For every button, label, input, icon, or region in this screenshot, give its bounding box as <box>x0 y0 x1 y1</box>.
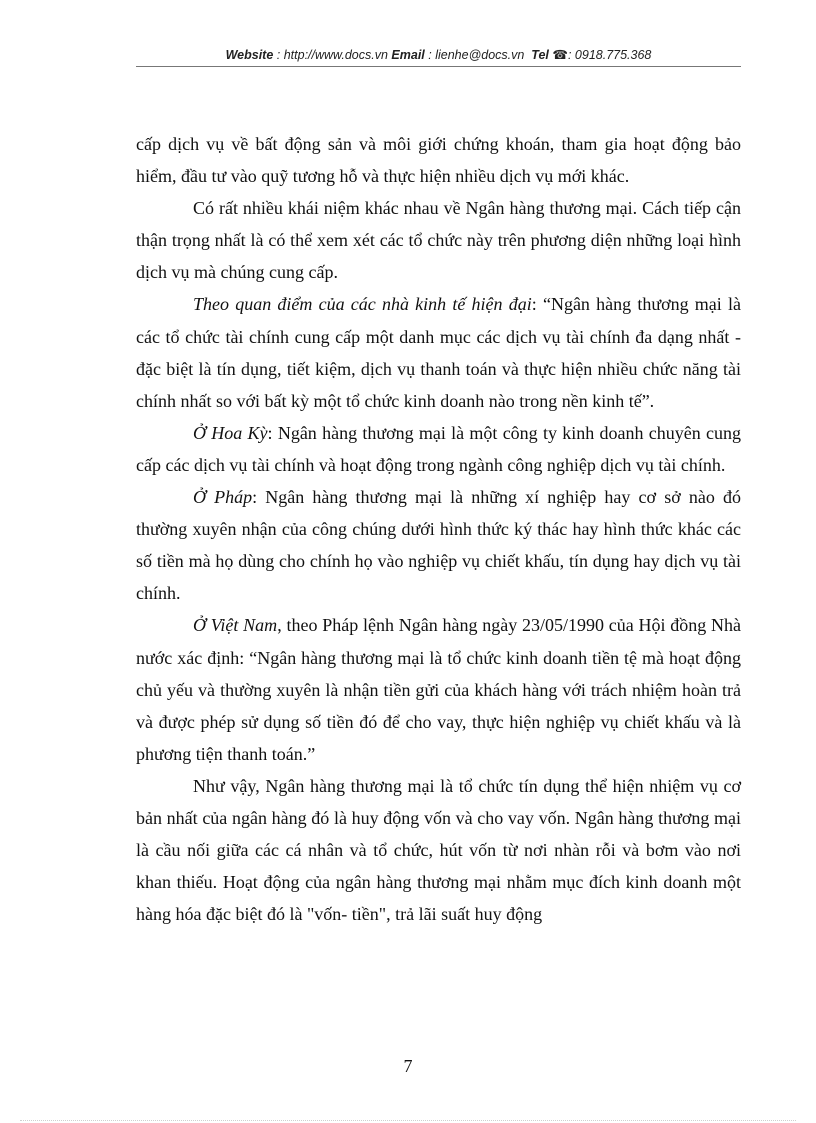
phone-icon: ☎ <box>552 48 568 62</box>
paragraph-4-text: : Ngân hàng thương mại là một công ty kinh doanh chuyên cung cấp các dịch vụ tài chính và hoạt động trong ngành công nghiệp dịch vụ tài chính. <box>136 422 742 475</box>
document-body <box>136 128 741 930</box>
paragraph-3 <box>136 288 741 416</box>
paragraph-5 <box>136 481 741 609</box>
phone-number: : 0918.775.368 <box>567 48 652 62</box>
paragraph-4 <box>136 417 741 481</box>
email-separator: : <box>424 48 436 62</box>
paragraph-3-lead: Theo quan điểm của các nhà kinh tế hiện đại <box>193 294 532 315</box>
email-address[interactable]: lienhe@docs.vn <box>435 48 525 62</box>
paragraph-4-lead: Ở Hoa Kỳ <box>193 422 268 443</box>
footer-divider <box>20 1120 796 1121</box>
paragraph-3-text: : “Ngân hàng thương mại là các tổ chức tài chính cung cấp một danh mục các dịch vụ tài chính đa dạng nhất - đặc biệt là tín dụng, tiết kiệm, dịch vụ thanh toán và thực hiện nhiều chức năng tài chính nhất so với bất kỳ một tổ chức kinh doanh nào trong nền kinh tế”. <box>136 294 741 411</box>
page-number: 7 <box>403 1056 413 1076</box>
email-label: Email <box>391 48 425 62</box>
paragraph-7: Như vậy, Ngân hàng thương mại là tổ chức tín dụng thể hiện nhiệm vụ cơ bản nhất của ngân hàng đó là huy động vốn và cho vay vốn. Ngân hàng thương mại là cầu nối giữa các cá nhân và tổ chức, hút vốn từ nơi nhàn rỗi và bơm vào nơi khan thiếu. Hoạt động của ngân hàng thương mại nhằm mục đích kinh doanh một hàng hóa đặc biệt đó là "vốn- tiền", trả lãi suất huy động <box>136 775 741 925</box>
tel-label: Tel <box>531 48 549 62</box>
paragraph-5-text: : Ngân hàng thương mại là những xí nghiệp hay cơ sở nào đó thường xuyên nhận của công chúng dưới hình thức ký thác hay hình thức khác các số tiền mà họ dùng cho chính họ vào nghiệp vụ chiết khấu, tín dụng hay dịch vụ tài chính. <box>136 487 741 604</box>
website-separator: : <box>273 48 284 62</box>
page-header <box>136 47 741 62</box>
paragraph-1: cấp dịch vụ về bất động sản và môi giới chứng khoán, tham gia hoạt động bảo hiểm, đầu tư vào quỹ tương hỗ và thực hiện nhiều dịch vụ mới khác. <box>136 134 741 187</box>
paragraph-5-lead: Ở Pháp <box>193 487 253 508</box>
header-divider <box>136 66 741 67</box>
paragraph-6-text: , theo Pháp lệnh Ngân hàng ngày 23/05/1990 của Hội đồng Nhà nước xác định: “Ngân hàng thương mại là tổ chức kinh doanh tiền tệ mà hoạt động chủ yếu và thường xuyên là nhận tiền gửi của khách hàng với trách nhiệm hoàn trả và được phép sử dụng số tiền đó để cho vay, thực hiện nghiệp vụ chiết khấu và là phương tiện thanh toán.” <box>136 615 741 764</box>
paragraph-6-lead: Ở Việt Nam <box>193 615 278 636</box>
website-url[interactable]: http://www.docs.vn <box>283 48 388 62</box>
paragraph-6 <box>136 609 741 769</box>
paragraph-2: Có rất nhiều khái niệm khác nhau về Ngân hàng thương mại. Cách tiếp cận thận trọng nhất là có thể xem xét các tổ chức này trên phương diện những loại hình dịch vụ mà chúng cung cấp. <box>136 198 741 283</box>
website-label: Website <box>225 48 274 62</box>
